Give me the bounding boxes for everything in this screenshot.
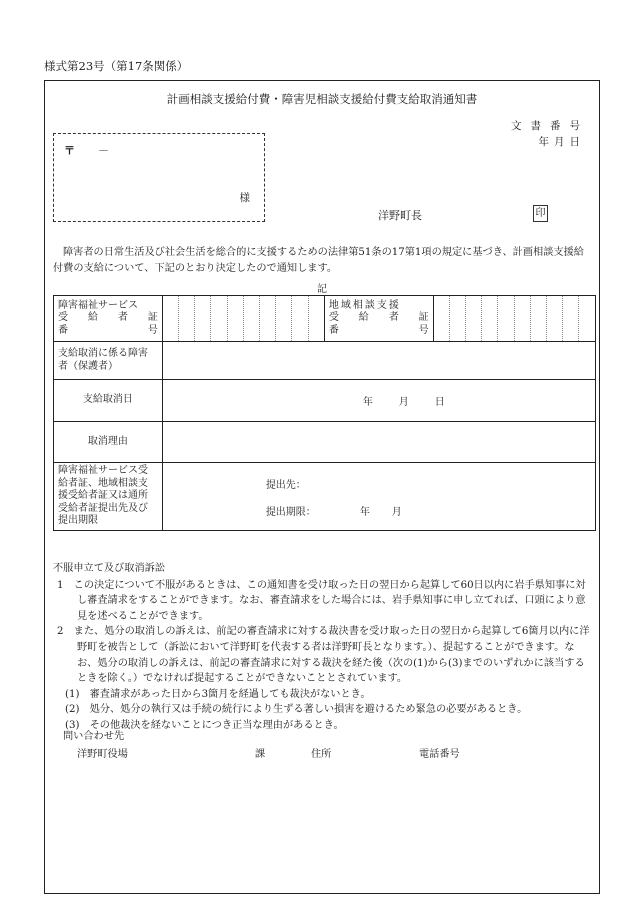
issuer-mayor: 洋野町長	[378, 209, 422, 222]
digit-cell[interactable]	[162, 296, 178, 342]
appeal-heading: 不服申立て及び取消訴訟	[53, 563, 166, 574]
digit-cell[interactable]	[498, 296, 514, 342]
digit-cell[interactable]	[227, 296, 243, 342]
notice-frame	[44, 80, 600, 894]
inquiry-heading: 問い合わせ先	[63, 731, 125, 742]
appeal-item-2: 2 また、処分の取消しの訴えは、前記の審査請求に対する裁決書を受け取った日の翌日から起算して6箇月以内に洋野町を被告として（訴訟において洋野町を代表する者は洋野町長となります。）、提起することができます。なお、処分の取消しの訴えは、前記の審査請求に対する裁決を経た後（次の(1)から(3)までのいずれかに該当するときを除く。）でなければ提起することができないこととされています。	[57, 626, 590, 685]
digit-cell[interactable]	[514, 296, 530, 342]
submit-to-label: 提出先：	[265, 480, 306, 491]
document-number-label: 文書番号	[511, 120, 589, 132]
appeal-item-1: 1 この決定について不服があるときは、この通知書を受け取った日の翌日から起算して60日以内に岩手県知事に対し審査請求をすることができます。なお、審査請求をした場合には、岩手県知事に申し立てれば、口頭により意見を述べることができます。	[57, 579, 586, 622]
digit-cell[interactable]	[547, 296, 563, 342]
digit-cell[interactable]	[466, 296, 482, 342]
digit-cell[interactable]	[211, 296, 227, 342]
recipient-address-box	[53, 133, 265, 222]
inquiry-office: 洋野町役場	[77, 749, 128, 760]
honorific-sama: 様	[239, 192, 250, 204]
intro-paragraph: 障害者の日常生活及び社会生活を総合的に支援するための法律第51条の17第1項の規定に基づき、計画相談支援給付費の支給について、下記のとおり決定したので通知します。	[53, 247, 584, 274]
digit-cell[interactable]	[579, 296, 596, 342]
table-row-certificate-numbers	[54, 296, 596, 342]
digit-cell[interactable]	[433, 296, 449, 342]
postal-dash: －	[98, 144, 109, 157]
form-number: 様式第23号（第17条関係）	[44, 59, 189, 73]
submission-value[interactable]	[162, 463, 595, 531]
deadline-label: 提出期限：	[265, 507, 316, 518]
appeal-section	[53, 561, 593, 734]
submission-label: 障害福祉サービス受給者証、地域相談支援受給者証又は通所受給者証提出先及び提出期限	[54, 463, 163, 531]
table-row-reason	[54, 422, 596, 463]
digit-cell[interactable]	[243, 296, 259, 342]
digit-cell[interactable]	[530, 296, 546, 342]
digit-cell[interactable]	[449, 296, 465, 342]
table-row-submission	[54, 463, 596, 531]
appeal-sub-1: (1) 審査請求があった日から3箇月を経過しても裁決がないとき。	[65, 688, 371, 700]
digit-cell[interactable]	[179, 296, 195, 342]
welfare-certificate-label: 障害福祉サービス 受 給 者 証 番 号	[54, 296, 163, 342]
digit-cell[interactable]	[563, 296, 579, 342]
ki-mark: 記	[317, 284, 327, 295]
person-label: 支給取消に係る障害者（保護者）	[54, 342, 163, 380]
cancel-date-label: 支給取消日	[54, 380, 163, 422]
person-value[interactable]	[162, 342, 595, 380]
inquiry-phone: 電話番号	[419, 749, 460, 760]
digit-cell[interactable]	[260, 296, 276, 342]
deadline-year-month: 年月	[359, 507, 424, 518]
inquiry-address: 住所	[311, 749, 332, 760]
digit-cell[interactable]	[195, 296, 211, 342]
appeal-sub-3: (3) その他裁決を経ないことにつき正当な理由があるとき。	[65, 719, 344, 731]
deadline-line	[266, 503, 424, 518]
seal-stamp: 印	[533, 205, 548, 222]
table-row-person	[54, 342, 596, 380]
digit-cell[interactable]	[292, 296, 308, 342]
cancel-date-value[interactable]: 年 月 日	[162, 380, 595, 422]
details-table	[53, 295, 596, 531]
digit-cell[interactable]	[308, 296, 324, 342]
digit-cell[interactable]	[482, 296, 498, 342]
cancel-reason-value[interactable]	[162, 422, 595, 463]
inquiry-section: 課	[255, 749, 266, 760]
notice-title: 計画相談支援給付費・障害児相談支援給付費支給取消通知書	[166, 92, 478, 106]
cancel-reason-label: 取消理由	[54, 422, 163, 463]
appeal-sub-2: (2) 処分、処分の執行又は手続の続行により生ずる著しい損害を避けるため緊急の必要があるとき。	[65, 704, 528, 716]
digit-cell[interactable]	[276, 296, 292, 342]
document-date-label: 年月日	[538, 136, 585, 148]
table-row-cancel-date	[54, 380, 596, 422]
regional-certificate-label: 地域相談支援 受 給 者 証 番 号	[324, 296, 433, 342]
postal-mark: 〒	[64, 144, 75, 157]
